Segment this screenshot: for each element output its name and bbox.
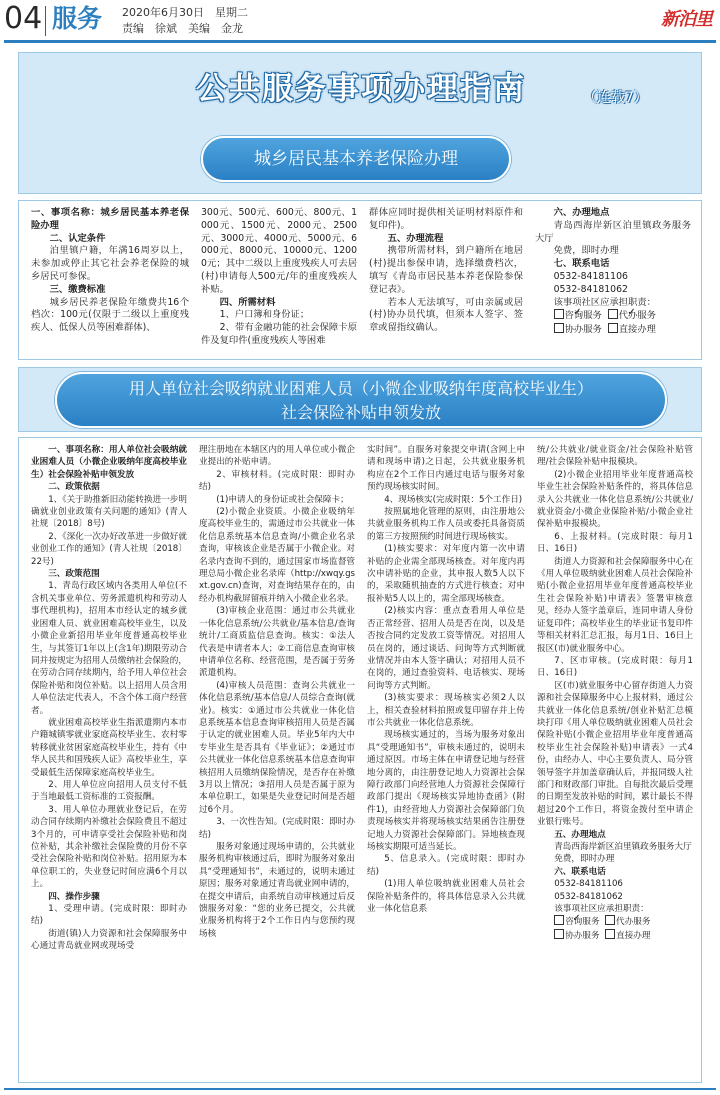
paragraph: 3、一次性告知。(完成时限：即时办结) (199, 817, 355, 840)
paragraph: (4)审核人员范围：查询公共就业一体化信息系统/基本信息/人员综合查询(就业)。核实：①通过市公共就业一体化信息系统基本信息查询审核招用人员是否属于认定的就业困难人员。毕业5年内大中专毕业生是否具有《毕业证》；②通过市公共就业一体化信息系统基本信息查询审核招用人员缴纳保险情况，是否存在补缴3月以上情况；③招用人员是否属于原为本单位职工，如果是失业登记时间是否超过6个月。 (199, 680, 355, 815)
phone-number: 0532-84181106 (553, 270, 628, 282)
paragraph: 7、区市审核。(完成时限：每月1日、16日) (537, 655, 693, 679)
subheading: 四、操作步骤 (48, 891, 100, 902)
paragraph: 2、用人单位应向招用人员支付不低于当地最低工资标准的工资报酬。 (31, 779, 187, 803)
paragraph: 泊里镇户籍，年满16周岁以上，未参加或停止其它社会养老保险的城乡居民可参保。 (31, 245, 189, 282)
paragraph: 2、《深化一次办好改革进一步做好就业创业工作的通知》(青人社规〔2018〕22号) (31, 531, 187, 567)
section1-column-3 (369, 207, 523, 335)
paragraph: 城乡居民养老保险年缴费共16个档次：100元(仅限于二级以上重度残疾人、低保人员等困难群体)、 (31, 296, 189, 334)
paragraph: 免费，即时办理 (553, 245, 619, 257)
duties-row (535, 309, 691, 323)
duties-label: 该事项社区应承担职责： (554, 904, 649, 915)
banner-line: 社会保险补贴申领发放 (280, 403, 441, 422)
section2-column-1 (31, 444, 187, 953)
header-divider (45, 6, 46, 36)
duty-label: 咨询服务 (565, 917, 600, 928)
checkbox-icon (605, 915, 615, 925)
duty-label: 协办服务 (565, 930, 600, 941)
paragraph: 6、上报材料。(完成时限：每月1日、16日) (537, 531, 693, 555)
checkbox-icon (554, 915, 564, 925)
main-title: 公共服务事项办理指南 (196, 71, 526, 107)
section2-banner-panel (18, 367, 702, 432)
section2-column-2 (199, 444, 355, 940)
checkbox-icon (605, 929, 615, 939)
paragraph: 2、审核材料。(完成时限：即时办结) (199, 469, 355, 493)
subheading: 四、所需材料 (219, 296, 276, 308)
paragraph: 1、户口簿和身份证； (219, 309, 310, 321)
paragraph: 按照属地化管理的原则，由注册地公共就业服务机构工作人员或委托具备资质的第三方按照预约时间进行现场核实。 (367, 507, 525, 542)
duty-label: 直接办理 (616, 930, 651, 941)
paragraph: 4、现场核实(完成时限：5个工作日) (384, 494, 523, 505)
paragraph: 街道(镇)人力资源和社会保障服务中心通过青岛就业网或现场受 (31, 928, 187, 952)
section2-body (18, 437, 702, 1083)
paragraph: 青岛西海岸新区泊里镇政务服务大厅 (554, 842, 692, 852)
paragraph: (2)小微企业资质。小微企业吸纳年度高校毕业生的，需通过市公共就业一体化信息系统基本信息查询/小微企业名录查询，审核该企业是否属于小微企业。对名录内查询不到的，通过国家市场监督管理总局小微企业名录库（http://xwqy.gsxt.gov.cn)查询，对查询结果存在的，由经办机构截屏留痕并纳入小微企业名录。 (199, 507, 355, 604)
subheading: 六、联系电话 (554, 866, 606, 877)
paragraph: 1、青岛行政区域内各类用人单位(不含机关事业单位、劳务派遣机构和劳动人事代理机构)，招用本市经认定的城乡就业困难人员、就业困难高校毕业生，以及小微企业新招用毕业年度普通高校毕业生，与其签订1年以上(含1年)期限劳动合同并按规定为招用人员缴纳社会保险的，在劳动合同存续期内，给予用人单位社会保险补贴和岗位补贴。以上招用人员含用人单位法定代表人，不含个体工商户经营者。 (31, 581, 187, 716)
paragraph: 2、带有金融功能的社会保障卡原件及复印件(重度残疾人等困难 (201, 322, 357, 346)
subheading: 三、政策范围 (48, 569, 100, 580)
editors: 责编 徐斌 美编 金龙 (122, 22, 243, 35)
paragraph: 服务对象通过现场申请的，公共就业服务机构审核通过后，即时为服务对象出具“受理通知书”，未通过的，说明未通过原因；服务对象通过青岛就业网申请的，在提交申请后，由系统自动审核通过后反馈服务对象：“您的业务已提交，公共就业服务机构将于2个工作日内与您预约现场核 (199, 842, 355, 939)
checkbox-icon (608, 323, 618, 333)
paragraph: (1)申请人的身份证或社会保障卡； (216, 494, 349, 505)
page-number: 04 (4, 1, 43, 36)
paragraph: (1)用人单位吸纳就业困难人员社会保险补贴条件的，将具体信息录入公共就业一体化信息系 (367, 879, 525, 915)
issue-date: 2020年6月30日 星期二 (122, 6, 248, 19)
duty-label: 咨询服务 (564, 310, 602, 322)
subheading: 三、缴费标准 (49, 283, 106, 295)
duties-label: 该事项社区应承担职责： (553, 296, 656, 308)
paragraph: 群体应同时提供相关证明材料原件和复印件)。 (369, 207, 523, 231)
paragraph: 300元、500元、600元、800元、1000元、1500元、2000元、2500元、3000元、4000元、5000元、6000元、8000元、10000元、12000元；其中二级以上重度残疾人可去居(村)申请每人500元/年的重度残疾人补贴。 (201, 207, 357, 295)
item-name: 一、事项名称：用人单位社会吸纳就业困难人员（小微企业吸纳年度高校毕业生）社会保险补贴申领发放 (31, 445, 187, 480)
duty-label: 直接办理 (618, 324, 656, 336)
section1-column-2 (201, 207, 357, 348)
duties-row (537, 915, 693, 928)
page-header (0, 0, 720, 44)
paragraph: 携带所需材料，到户籍所在地居(村)提出参保申请，选择缴费档次，填写《青岛市居民基本养老保险参保登记表》。 (369, 245, 523, 295)
phone-number: 0532-84181062 (553, 283, 628, 295)
item-name: 一、事项名称：城乡居民基本养老保险办理 (31, 207, 189, 231)
newspaper-logo: 新泊里 (661, 9, 712, 30)
footer-rule (4, 1088, 716, 1090)
duties-row (537, 929, 693, 942)
subheading: 二、政策依据 (48, 482, 100, 493)
subheading: 二、认定条件 (49, 232, 106, 244)
subheading: 五、办理地点 (554, 829, 606, 840)
section1-body (18, 200, 702, 360)
title-panel (18, 52, 702, 194)
paragraph: 3、用人单位办理就业登记后，在劳动合同存续期内补缴社会保险费且不超过3个月的，可申请享受社会保险补贴和岗位补贴，其余补缴社会保险费的月份不享受社会保险补贴和岗位补贴。招用原为本单位职工的，失业登记时间应满6个月以上。 (31, 804, 187, 890)
paragraph: 街道人力资源和社会保障服务中心在《用人单位吸纳就业困难人员社会保险补贴(小微企业招用毕业年度普通高校毕业生社会保险补贴)申请表》签署审核意见，经办人签字盖章后，连同申请人身份证复印件；高校毕业生的毕业证书复印件等相关材料汇总汇报，每月1日、16日上报区(市)就业服务中心。 (537, 556, 693, 654)
section2-column-4 (537, 444, 693, 942)
section-name: 服务 (52, 4, 103, 33)
paragraph: (2)核实内容：重点查看用人单位是否正常经营、招用人员是否在岗，以及是否按合同约定发放工资等情况。对招用人员在岗的，通过谈话、问询等方式判断就业情况并由本人签字确认；对招用人员不在岗的，通过查验资料、电话核实、现场问询等方式判断。 (367, 606, 525, 691)
paragraph: 免费，即时办理 (554, 854, 615, 865)
serial-number: （连载7） (583, 90, 648, 106)
phone-number: 0532-84181062 (554, 891, 623, 902)
duty-label: 代办服务 (616, 917, 651, 928)
header-rule (4, 40, 716, 43)
paragraph: 青岛西海岸新区泊里镇政务服务大厅 (535, 219, 691, 244)
checkbox-icon (554, 323, 564, 333)
section2-column-3 (367, 444, 525, 915)
duty-label: 协办服务 (564, 324, 602, 336)
paragraph: 5、信息录入。(完成时限：即时办结) (367, 854, 525, 877)
subheading: 六、办理地点 (553, 207, 610, 218)
checkbox-icon (554, 309, 564, 319)
paragraph: 1、受理申请。(完成时限：即时办结) (31, 904, 187, 927)
paragraph: 统/公共就业/就业资金/社会保险补贴管理/社会保险补贴申报模块。 (537, 445, 693, 468)
section1-banner: 城乡居民基本养老保险办理 (201, 136, 511, 182)
paragraph: 实时间”。自服务对象提交申请(含网上申请和现场申请)之日起，公共就业服务机构应在2个工作日内通过电话与服务对象预约现场核实时间。 (367, 445, 525, 493)
phone-number: 0532-84181106 (554, 879, 623, 890)
paragraph: 理注册地在本辖区内的用人单位或小微企业提出的补贴申请。 (199, 445, 355, 468)
paragraph: (3)审核企业范围：通过市公共就业一体化信息系统/公共就业/基本信息/查询统计/工商质监信息查询。核实：①法人代表是申请者本人；②工商信息查询审核申请单位名称、经营范围，是否属于劳务派遣机构。 (199, 606, 355, 679)
duty-label: 代办服务 (618, 310, 656, 322)
subheading: 七、联系电话 (553, 258, 610, 270)
section1-column-4 (535, 207, 691, 337)
duties-row (535, 323, 691, 337)
paragraph: (2)小微企业招用毕业年度普通高校毕业生社会保险补贴条件的，将具体信息录入公共就业一体化信息系统/公共就业/就业资金/小微企业保险补贴/小微企业社保补贴申报模块。 (537, 469, 693, 530)
subheading: 五、办理流程 (387, 232, 444, 244)
paragraph: (1)核实要求：对年度内第一次申请补贴的企业需全部现场核查。对年度内再次申请补贴的企业，其申报人数5人以下的，采取随机抽查的方式进行核查；对申报补贴5人以上的，需全部现场核查。 (367, 544, 525, 604)
section1-column-1 (31, 207, 189, 335)
paragraph: 现场核实通过的，当场为服务对象出具“受理通知书”，审核未通过的，说明未通过原因。市场主体在申请登记地与经营地分离的，由注册登记地人力资源社会保障行政部门向经营地人力资源社会保障行政部门提出《现场核实异地协查函》(附件1)，由经营地人力资源社会保障部门负责现场核实并将现场核实结果函告注册登记地人力资源社会保障部门。异地核查现场核实期限可适当延长。 (367, 730, 525, 852)
section2-banner (55, 372, 667, 428)
checkbox-icon (554, 929, 564, 939)
banner-line: 用人单位社会吸纳就业困难人员（小微企业吸纳年度高校毕业生） (128, 379, 593, 398)
paragraph: 1、《关于助推新旧动能转换进一步明确就业创业政策有关问题的通知》(青人社规〔2018〕8号) (31, 494, 187, 530)
checkbox-icon (608, 309, 618, 319)
paragraph: 就业困难高校毕业生指派遣期内本市户籍城镇零就业家庭高校毕业生、农村零转移就业贫困家庭高校毕业生，持有《中华人民共和国残疾人证》高校毕业生，享受最低生活保障家庭高校毕业生。 (31, 717, 187, 778)
paragraph: 若本人无法填写，可由亲属或居(村)协办员代填，但须本人签字、签章或留指纹确认。 (369, 296, 523, 334)
paragraph: 区(市)就业服务中心留存街道人力资源和社会保障服务中心上报材料，通过公共就业一体化信息系统/创业补贴汇总模块打印《用人单位吸纳就业困难人员社会保险补贴(小微企业招用毕业年度普通高校毕业生社会保险补贴)申请表》一式4份，由经办人、中心主要负责人、局分管领导签字并加盖章确认后，并报同级人社部门和财政部门审批。自每批次最后受理的日期至发放补贴的时间，累计最长不得超过20个工作日，将资金拨付至申请企业银行账号。 (537, 680, 693, 828)
paragraph: (3)核实要求：现场核实必须2人以上，相关查验材料拍照或复印留存并上传市公共就业一体化信息系统。 (367, 693, 525, 728)
